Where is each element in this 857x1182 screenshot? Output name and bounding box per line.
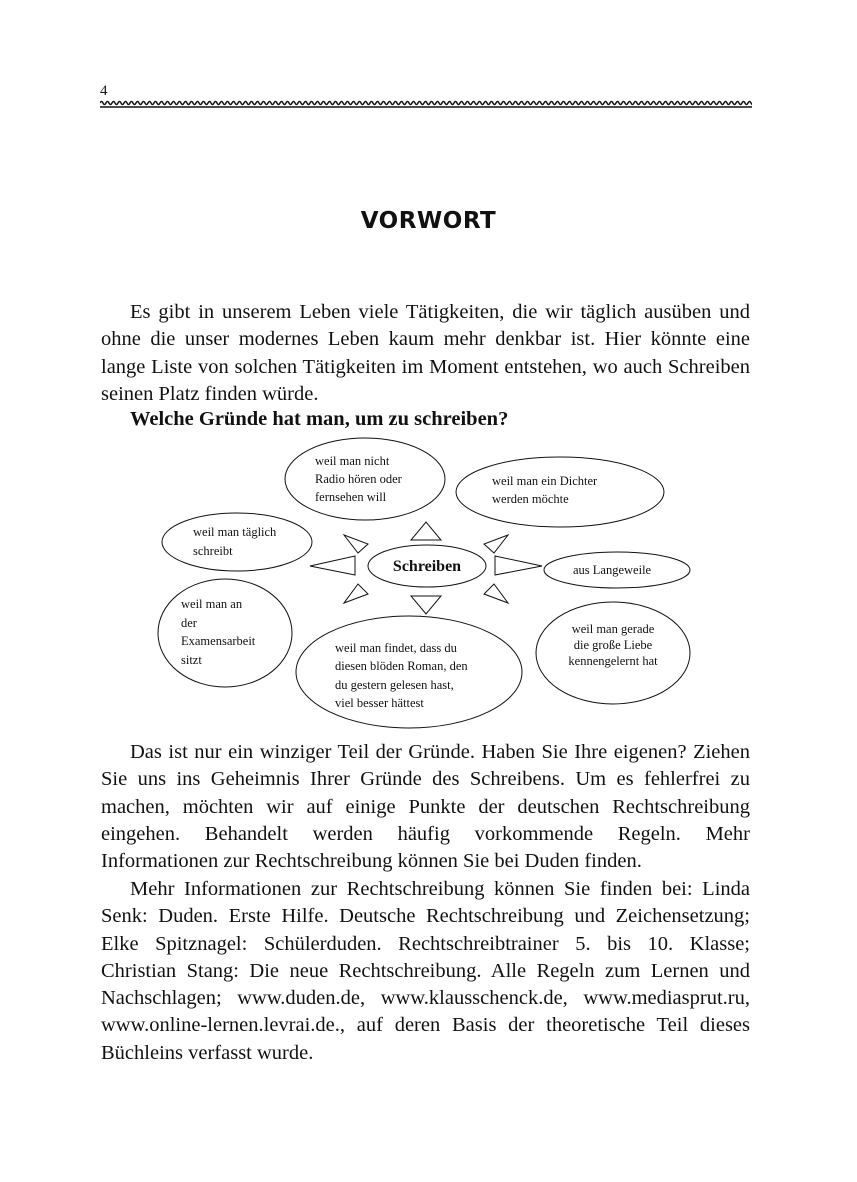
diagram-question: Welche Gründe hat man, um zu schreiben?: [130, 408, 509, 430]
bubble-dichter-line: weil man ein Dichter: [492, 474, 598, 488]
page-number: 4: [100, 83, 108, 99]
bubble-examen-line: sitzt: [181, 653, 202, 667]
wavy-header-rule: [100, 99, 752, 109]
bubble-examen: [158, 579, 292, 687]
body-paragraph-3: Mehr Informationen zur Rechtschreibung können Sie finden bei: Linda Senk: Duden. Erste Hilfe. Deutsche Rechtschreibung und Zeichensetzung; Elke Spitznagel: Schülerduden. Rechtschreibtrainer 5. bis 10. Klasse; Christian Stang: Die neue Rechtschreibung. Alle Regeln zum Lernen und Nachschlagen; www.duden.de, www.klausschenck.de, www.mediasprut.ru, www.online-lernen.levrai.de., auf deren Basis der theoretische Teil dieses Büchleins verfasst wurde.: [101, 878, 750, 1064]
bubble-roman-line: weil man findet, dass du: [335, 641, 457, 655]
bubble-examen-line: der: [181, 616, 197, 630]
bubble-taeglich: [162, 513, 312, 571]
bubble-examen-line: Examensarbeit: [181, 634, 256, 648]
ray-lower-left: [344, 584, 368, 603]
bubble-dichter-line: werden möchte: [492, 492, 569, 506]
ray-top: [411, 522, 441, 540]
bubble-radio-line: weil man nicht: [315, 454, 390, 468]
bubble-liebe-line: weil man gerade: [571, 622, 655, 636]
bubble-langeweile-line: aus Langeweile: [573, 563, 652, 577]
bubble-roman-line: du gestern gelesen hast,: [335, 678, 454, 692]
bubble-liebe-line: kennengelernt hat: [568, 654, 658, 668]
bubble-roman-line: diesen blöden Roman, den: [335, 659, 468, 673]
ray-right: [495, 556, 542, 575]
bubble-liebe-line: die große Liebe: [573, 638, 653, 652]
ray-bottom: [411, 596, 441, 614]
reasons-diagram: [150, 432, 700, 738]
ray-upper-right: [484, 535, 508, 553]
intro-paragraph: Es gibt in unserem Leben viele Tätigkeiten, die wir täglich ausüben und ohne die unser modernes Leben kaum mehr denkbar ist. Hier könnte eine lange Liste von solchen Tätigkeiten im Moment entstehen, wo auch Schreiben seinen Platz finden würde.: [101, 301, 750, 405]
bubble-examen-line: weil man an: [181, 597, 243, 611]
body-paragraph-2: Das ist nur ein winziger Teil der Gründe. Haben Sie Ihre eigenen? Ziehen Sie uns ins Geheimnis Ihrer Gründe des Schreibens. Um es fehlerfrei zu machen, möchten wir auf einige Punkte der deutschen Rechtschreibung eingehen. Behandelt werden häufig vorkommende Regeln. Mehr Informationen zur Rechtschreibung können Sie bei Duden finden.: [101, 741, 750, 873]
ray-left: [310, 556, 355, 575]
ray-upper-left: [344, 535, 368, 553]
bubble-taeglich-line: schreibt: [193, 544, 233, 558]
page-title: VORWORT: [360, 208, 497, 234]
diagram-center-label: Schreiben: [392, 558, 462, 575]
bubble-radio-line: Radio hören oder: [315, 472, 402, 486]
bubble-taeglich-line: weil man täglich: [193, 525, 277, 539]
bubble-roman-line: viel besser hättest: [335, 696, 424, 710]
bubble-radio-line: fernsehen will: [315, 490, 387, 504]
bubble-liebe: [536, 602, 690, 704]
ray-lower-right: [484, 584, 508, 603]
